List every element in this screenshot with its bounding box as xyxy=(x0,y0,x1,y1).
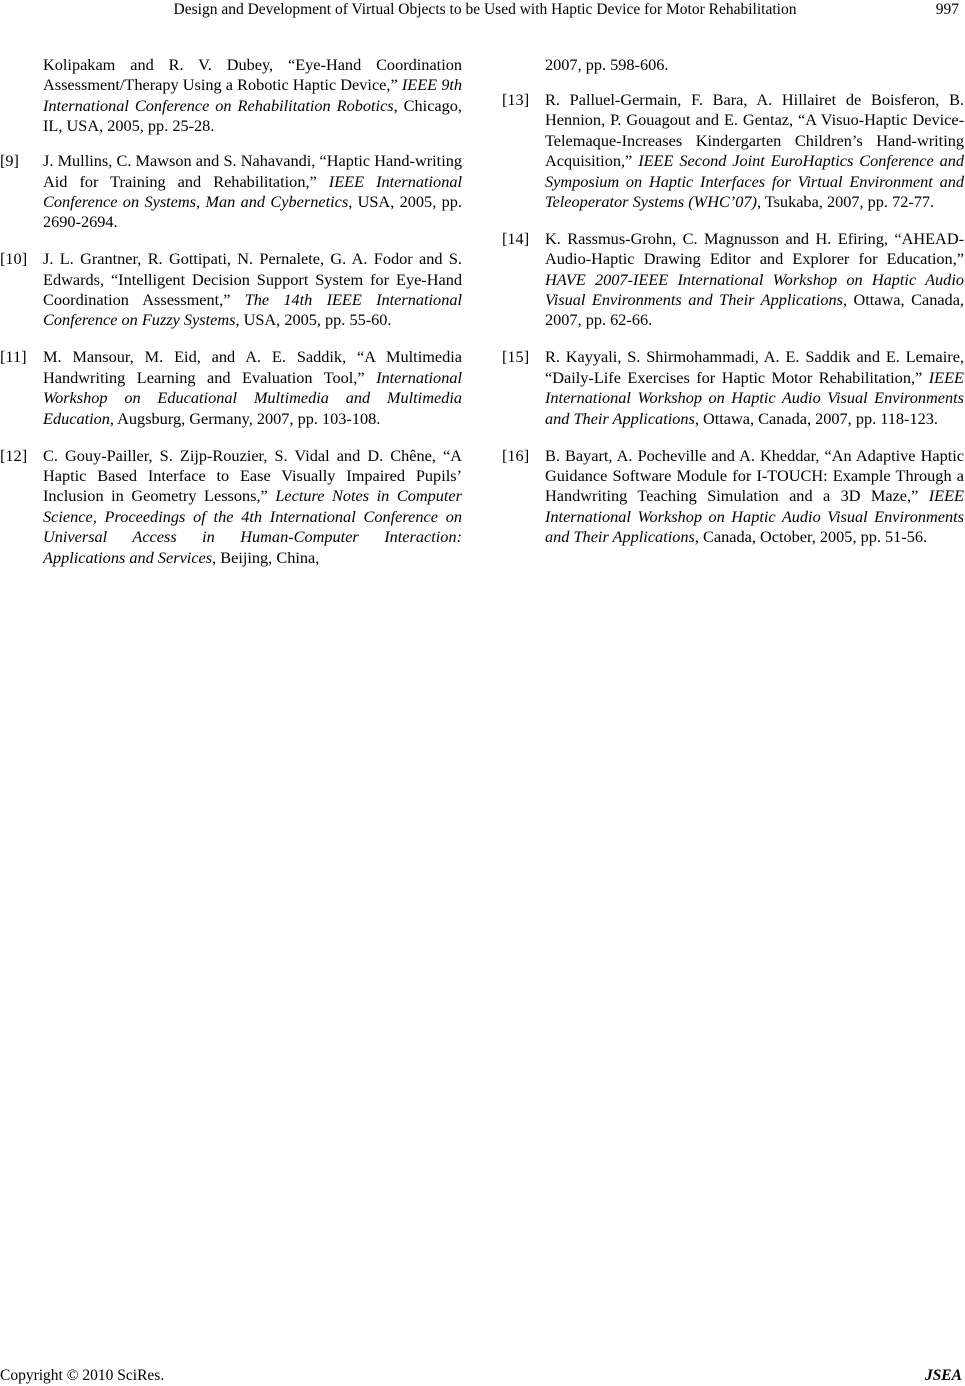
page-number: 997 xyxy=(935,1,959,18)
reference-text: 2007, pp. 598-606. xyxy=(545,55,669,74)
reference-column-right xyxy=(502,55,964,564)
reference-entry-16 xyxy=(502,446,964,548)
reference-text: R. Kayyali, S. Shirmohammadi, A. E. Saddik and E. Lemaire, “Daily-Life Exercises for Haptic Motor Rehabilitation,” IEEE International Workshop on Haptic Audio Visual Environments and Their Applications, Ottawa, Canada, 2007, pp. 118-123. xyxy=(545,347,964,428)
reference-text: B. Bayart, A. Pocheville and A. Kheddar, “An Adaptive Haptic Guidance Software Module for I-TOUCH: Example Through a Handwriting Teaching Simulation and a 3D Maze,” IEEE International Workshop on Haptic Audio Visual Environments and Their Applications, Canada, October, 2005, pp. 51-56. xyxy=(545,445,964,547)
reference-text: R. Palluel-Germain, F. Bara, A. Hillairet de Boisferon, B. Hennion, P. Gouagout and E. Gentaz, “A Visuo-Haptic Device-Telemaque-Increases Kindergarten Children’s Hand-writing Acquisition,” IEEE Second Joint EuroHaptics Conference and Symposium on Haptic Interfaces for Virtual Environment and Teleoperator Systems (WHC’07), Tsukaba, 2007, pp. 72-77. xyxy=(545,89,965,211)
reference-entry-15 xyxy=(502,347,964,429)
journal-abbreviation: JSEA xyxy=(924,1367,962,1384)
reference-text: Kolipakam and R. V. Dubey, “Eye-Hand Coordination Assessment/Therapy Using a Robotic Haptic Device,” IEEE 9th International Conference on Rehabilitation Robotics, Chicago, IL, USA, 2005, pp. 25-28. xyxy=(43,55,463,136)
reference-number: [13] xyxy=(502,89,530,109)
reference-entry-14 xyxy=(502,229,964,331)
reference-continued xyxy=(502,55,964,75)
running-title: Design and Development of Virtual Objects to be Used with Haptic Device for Motor Rehabilitation xyxy=(173,1,797,18)
reference-text: M. Mansour, M. Eid, and A. E. Saddik, “A Multimedia Handwriting Learning and Evaluation Tool,” International Workshop on Educational Multimedia and Multimedia Education, Augsburg, Germany, 2007, pp. 103-108. xyxy=(43,347,462,428)
reference-text: C. Gouy-Pailler, S. Zijp-Rouzier, S. Vidal and D. Chêne, “A Haptic Based Interface to Ease Visually Impaired Pupils’ Inclusion in Geometry Lessons,” Lecture Notes in Computer Science, Proceedings of the 4th International Conference on Universal Access in Human-Computer Interaction: Applications and Services, Beijing, China, xyxy=(43,445,462,567)
reference-number: [9] xyxy=(0,151,19,171)
reference-number: [14] xyxy=(502,228,530,248)
reference-entry-9 xyxy=(0,151,462,233)
reference-entry-10 xyxy=(0,249,462,331)
reference-text: J. L. Grantner, R. Gottipati, N. Pernalete, G. A. Fodor and S. Edwards, “Intelligent Decision Support System for Eye-Hand Coordination Assessment,” The 14th IEEE International Conference on Fuzzy Systems, USA, 2005, pp. 55-60. xyxy=(43,249,462,330)
reference-column-left xyxy=(0,55,462,584)
reference-number: [11] xyxy=(0,347,27,367)
reference-number: [15] xyxy=(502,347,530,367)
reference-number: [12] xyxy=(0,445,28,465)
copyright-notice: Copyright © 2010 SciRes. xyxy=(0,1367,165,1384)
reference-continued xyxy=(0,55,462,137)
reference-entry-12 xyxy=(0,446,462,568)
reference-text: J. Mullins, C. Mawson and S. Nahavandi, “Haptic Hand-writing Aid for Training and Rehabilitation,” IEEE International Conference on Systems, Man and Cybernetics, USA, 2005, pp. 2690-2694. xyxy=(43,151,463,232)
reference-number: [10] xyxy=(0,249,28,269)
reference-text: K. Rassmus-Grohn, C. Magnusson and H. Efiring, “AHEAD-Audio-Haptic Drawing Editor and Explorer for Education,” HAVE 2007-IEEE International Workshop on Haptic Audio Visual Environments and Their Applications, Ottawa, Canada, 2007, pp. 62-66. xyxy=(545,228,964,330)
reference-entry-13 xyxy=(502,90,964,212)
reference-number: [16] xyxy=(502,445,530,465)
reference-entry-11 xyxy=(0,347,462,429)
